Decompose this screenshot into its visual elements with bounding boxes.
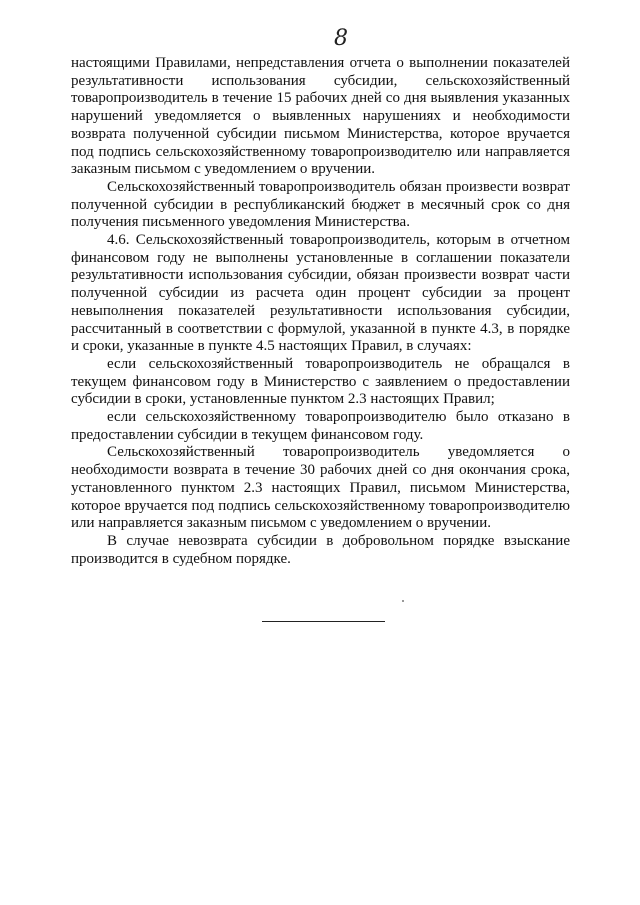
paragraph-7: В случае невозврата субсидии в добровольном порядке взыскание производится в судебном порядке.	[71, 532, 570, 567]
end-of-text-line	[262, 621, 385, 622]
page-number: 8	[334, 26, 348, 51]
paragraph-4: если сельскохозяйственный товаропроизводитель не обращался в текущем финансовом году в Министерство с заявлением о предоставлении субсидии в сроки, установленные пунктом 2.3 настоящих Правил;	[71, 355, 570, 408]
scan-speck	[402, 600, 404, 602]
paragraph-6: Сельскохозяйственный товаропроизводитель уведомляется о необходимости возврата в течение 30 рабочих дней со дня окончания срока, установленного пунктом 2.3 настоящих Правил, письмом Министерства, которое вручается под подпись сельскохозяйственному товаропроизводителю или направляется заказным письмом с уведомлением о вручении.	[71, 444, 570, 532]
paragraph-3: 4.6. Сельскохозяйственный товаропроизводитель, которым в отчетном финансовом году не выполнены установленные в соглашении показатели результативности использования субсидии, обязан произвести возврат части полученной субсидии из расчета один процент субсидии за процент невыполнения показателей результативности использования субсидии, рассчитанный в соответствии с формулой, указанной в пункте 4.3, в порядке и сроки, указанные в пункте 4.5 настоящих Правил, в случаях:	[71, 232, 570, 355]
paragraph-5: если сельскохозяйственному товаропроизводителю было отказано в предоставлении субсидии в текущем финансовом году.	[71, 409, 570, 443]
paragraph-1: настоящими Правилами, непредставления отчета о выполнении показателей результативности использования субсидии, сельскохозяйственный товаропроизводитель в течение 15 рабочих дней со дня выявления указанных нарушений уведомляется о выявленных нарушениях и необходимости возврата полученной субсидии письмом Министерства, которое вручается под подпись сельскохозяйственному товаропроизводителю или направляется заказным письмом с уведомлением о вручении.	[71, 55, 570, 178]
document-body	[71, 55, 570, 568]
paragraph-2: Сельскохозяйственный товаропроизводитель обязан произвести возврат полученной субсидии в республиканский бюджет в месячный срок со дня получения письменного уведомления Министерства.	[71, 178, 570, 231]
